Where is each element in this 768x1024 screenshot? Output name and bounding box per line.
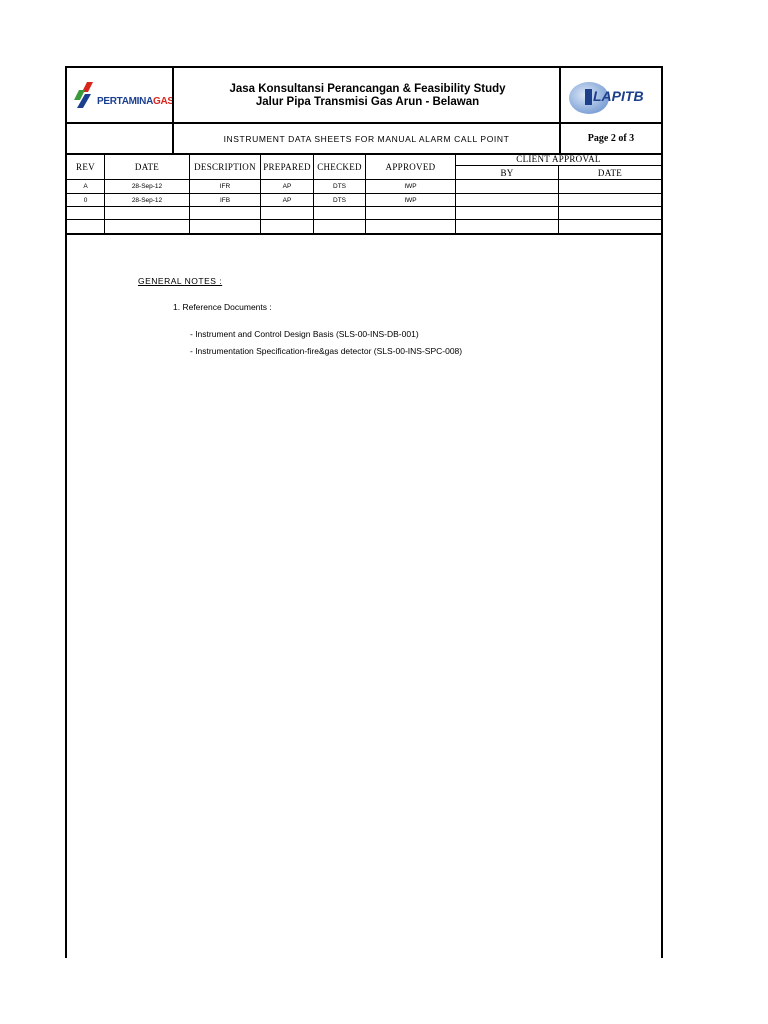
project-title-line2: Jalur Pipa Transmisi Gas Arun - Belawan bbox=[255, 95, 480, 108]
table-cell-approved: IWP bbox=[404, 196, 417, 204]
col-header-client-approval: CLIENT APPROVAL bbox=[516, 154, 601, 164]
table-cell-date: 28-Sep-12 bbox=[131, 196, 163, 204]
table-cell-prepared: AP bbox=[282, 196, 292, 204]
table-cell-rev: 0 bbox=[83, 196, 88, 204]
table-cell-date: 28-Sep-12 bbox=[131, 183, 163, 190]
col-header-checked: CHECKED bbox=[317, 161, 362, 172]
table-cell-description: IFR bbox=[219, 183, 231, 190]
general-notes-title: GENERAL NOTES : bbox=[138, 276, 223, 286]
col-header-client-date: DATE bbox=[597, 167, 623, 178]
col-header-description: DESCRIPTION bbox=[194, 161, 256, 172]
col-header-prepared: PREPARED bbox=[263, 161, 311, 172]
col-header-date: DATE bbox=[134, 161, 160, 172]
pertamina-logo-name: PERTAMINA bbox=[97, 96, 154, 107]
lap-itb-logo bbox=[563, 74, 661, 118]
datasheet-frame bbox=[65, 66, 663, 958]
table-cell-checked: DTS bbox=[333, 183, 346, 190]
col-header-rev: REV bbox=[76, 161, 95, 172]
table-cell-prepared: AP bbox=[282, 183, 292, 190]
project-title-line1: Jasa Konsultansi Perancangan & Feasibility Study bbox=[229, 82, 506, 95]
reference-document-item: - Instrumentation Specification-fire&gas detector (SLS-00-INS-SPC-008) bbox=[190, 346, 463, 356]
notes-item-reference-documents: 1. Reference Documents : bbox=[173, 302, 272, 312]
table-cell-rev: A bbox=[83, 183, 88, 190]
pertamina-emblem-icon bbox=[73, 80, 99, 110]
document-name: INSTRUMENT DATA SHEETS FOR MANUAL ALARM CALL POINT bbox=[223, 133, 510, 144]
table-cell-checked: DTS bbox=[333, 196, 346, 204]
table-cell-description: IFB bbox=[219, 196, 231, 204]
table-cell-approved: IWP bbox=[404, 183, 417, 190]
pertamina-logo bbox=[73, 80, 173, 110]
page-number: Page 2 of 3 bbox=[587, 133, 635, 144]
lap-logo-text: LAP bbox=[593, 88, 621, 104]
project-title bbox=[174, 68, 561, 123]
col-header-approved: APPROVED bbox=[385, 161, 436, 172]
col-header-by: BY bbox=[500, 167, 514, 178]
reference-document-item: - Instrument and Control Design Basis (SLS-00-INS-DB-001) bbox=[190, 329, 419, 339]
pertamina-logo-gas: GAS bbox=[153, 96, 174, 107]
itb-logo-text: ITB bbox=[621, 88, 644, 104]
